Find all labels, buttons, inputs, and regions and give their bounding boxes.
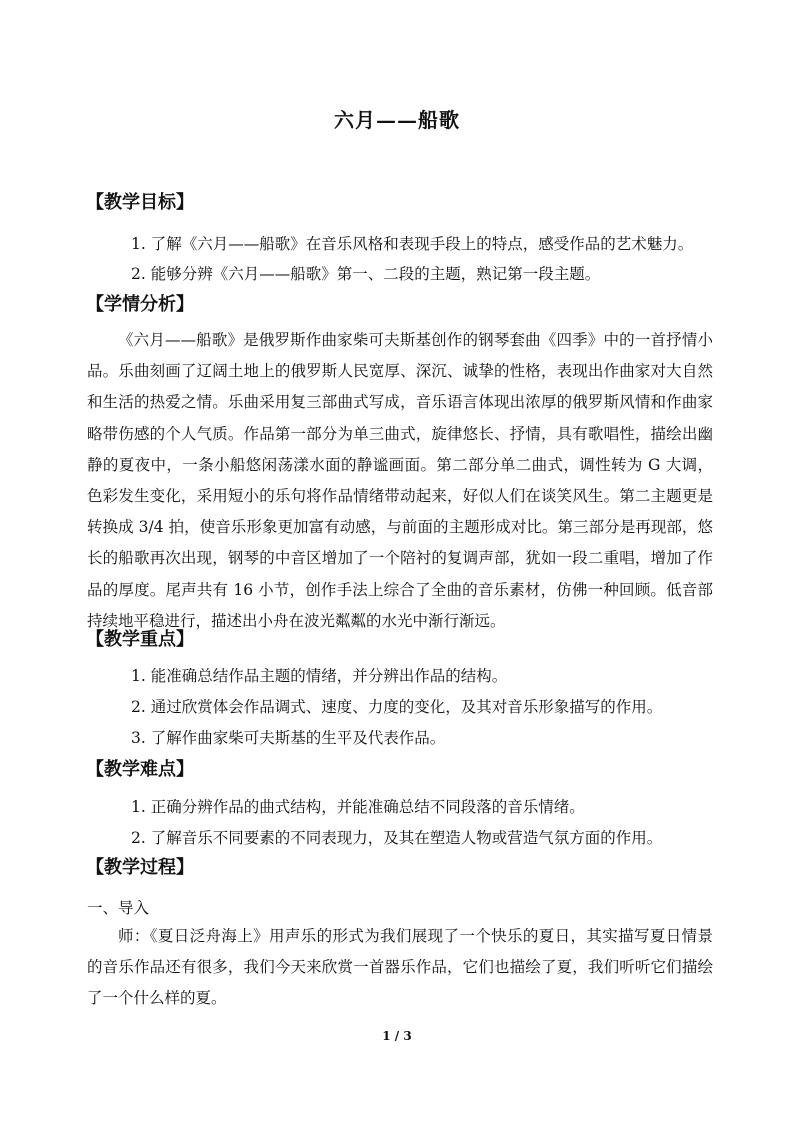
objectives-item-2: 2. 能够分辨《六月——船歌》第一、二段的主题，熟记第一段主题。 bbox=[131, 265, 601, 283]
analysis-heading: 【学情分析】 bbox=[86, 294, 194, 315]
page-number: 1 / 3 bbox=[382, 1029, 412, 1043]
objectives-item-1: 1. 了解《六月——船歌》在音乐风格和表现手段上的特点，感受作品的艺术魅力。 bbox=[131, 235, 694, 253]
difficulties-item-1: 1. 正确分辨作品的曲式结构，并能准确总结不同段落的音乐情绪。 bbox=[131, 798, 585, 816]
key-points-item-2: 2. 通过欣赏体会作品调式、速度、力度的变化，及其对音乐形象描写的作用。 bbox=[131, 698, 663, 716]
process-heading: 【教学过程】 bbox=[86, 857, 194, 878]
analysis-paragraph: 《六月——船歌》是俄罗斯作曲家柴可夫斯基创作的钢琴套曲《四季》中的一首抒情小品。乐曲刻画了辽阔土地上的俄罗斯人民宽厚、深沉、诚挚的性格，表现出作曲家对大自然和生活的热爱之情。乐曲采用复三部曲式写成，音乐语言体现出浓厚的俄罗斯风情和作曲家略带伤感的个人气质。作品第一部分为单三曲式，旋律悠长、抒情，具有歌唱性，描绘出幽静的夏夜中，一条小船悠闲荡漾水面的静谧画面。第二部分单二曲式，调性转为 G 大调，色彩发生变化，采用短小的乐句将作品情绪带动起来，好似人们在谈笑风生。第二主题更是转换成 3/4 拍，使音乐形象更加富有动感，与前面的主题形成对比。第三部分是再现部，悠长的船歌再次出现，钢琴的中音区增加了一个陪衬的复调声部，犹如一段二重唱，增加了作品的厚度。尾声共有 16 小节，创作手法上综合了全曲的音乐素材，仿佛一种回顾。低音部持续地平稳进行，描述出小舟在波光粼粼的水光中渐行渐远。 bbox=[87, 331, 713, 630]
process-subheading: 一、导入 bbox=[87, 899, 150, 917]
page-title: 六月——船歌 bbox=[334, 108, 460, 132]
process-paragraph: 师：《夏日泛舟海上》用声乐的形式为我们展现了一个快乐的夏日，其实描写夏日情景的音乐作品还有很多，我们今天来欣赏一首器乐作品，它们也描绘了夏，我们听听它们描绘了一个什么样的夏。 bbox=[87, 927, 713, 1008]
difficulties-heading: 【教学难点】 bbox=[86, 759, 194, 780]
difficulties-item-2: 2. 了解音乐不同要素的不同表现力，及其在塑造人物或营造气氛方面的作用。 bbox=[131, 829, 663, 847]
key-points-item-1: 1. 能准确总结作品主题的情绪，并分辨出作品的结构。 bbox=[131, 667, 508, 685]
key-points-item-3: 3. 了解作曲家柴可夫斯基的生平及代表作品。 bbox=[131, 729, 446, 747]
objectives-heading: 【教学目标】 bbox=[86, 192, 194, 213]
key-points-heading: 【教学重点】 bbox=[86, 629, 194, 650]
